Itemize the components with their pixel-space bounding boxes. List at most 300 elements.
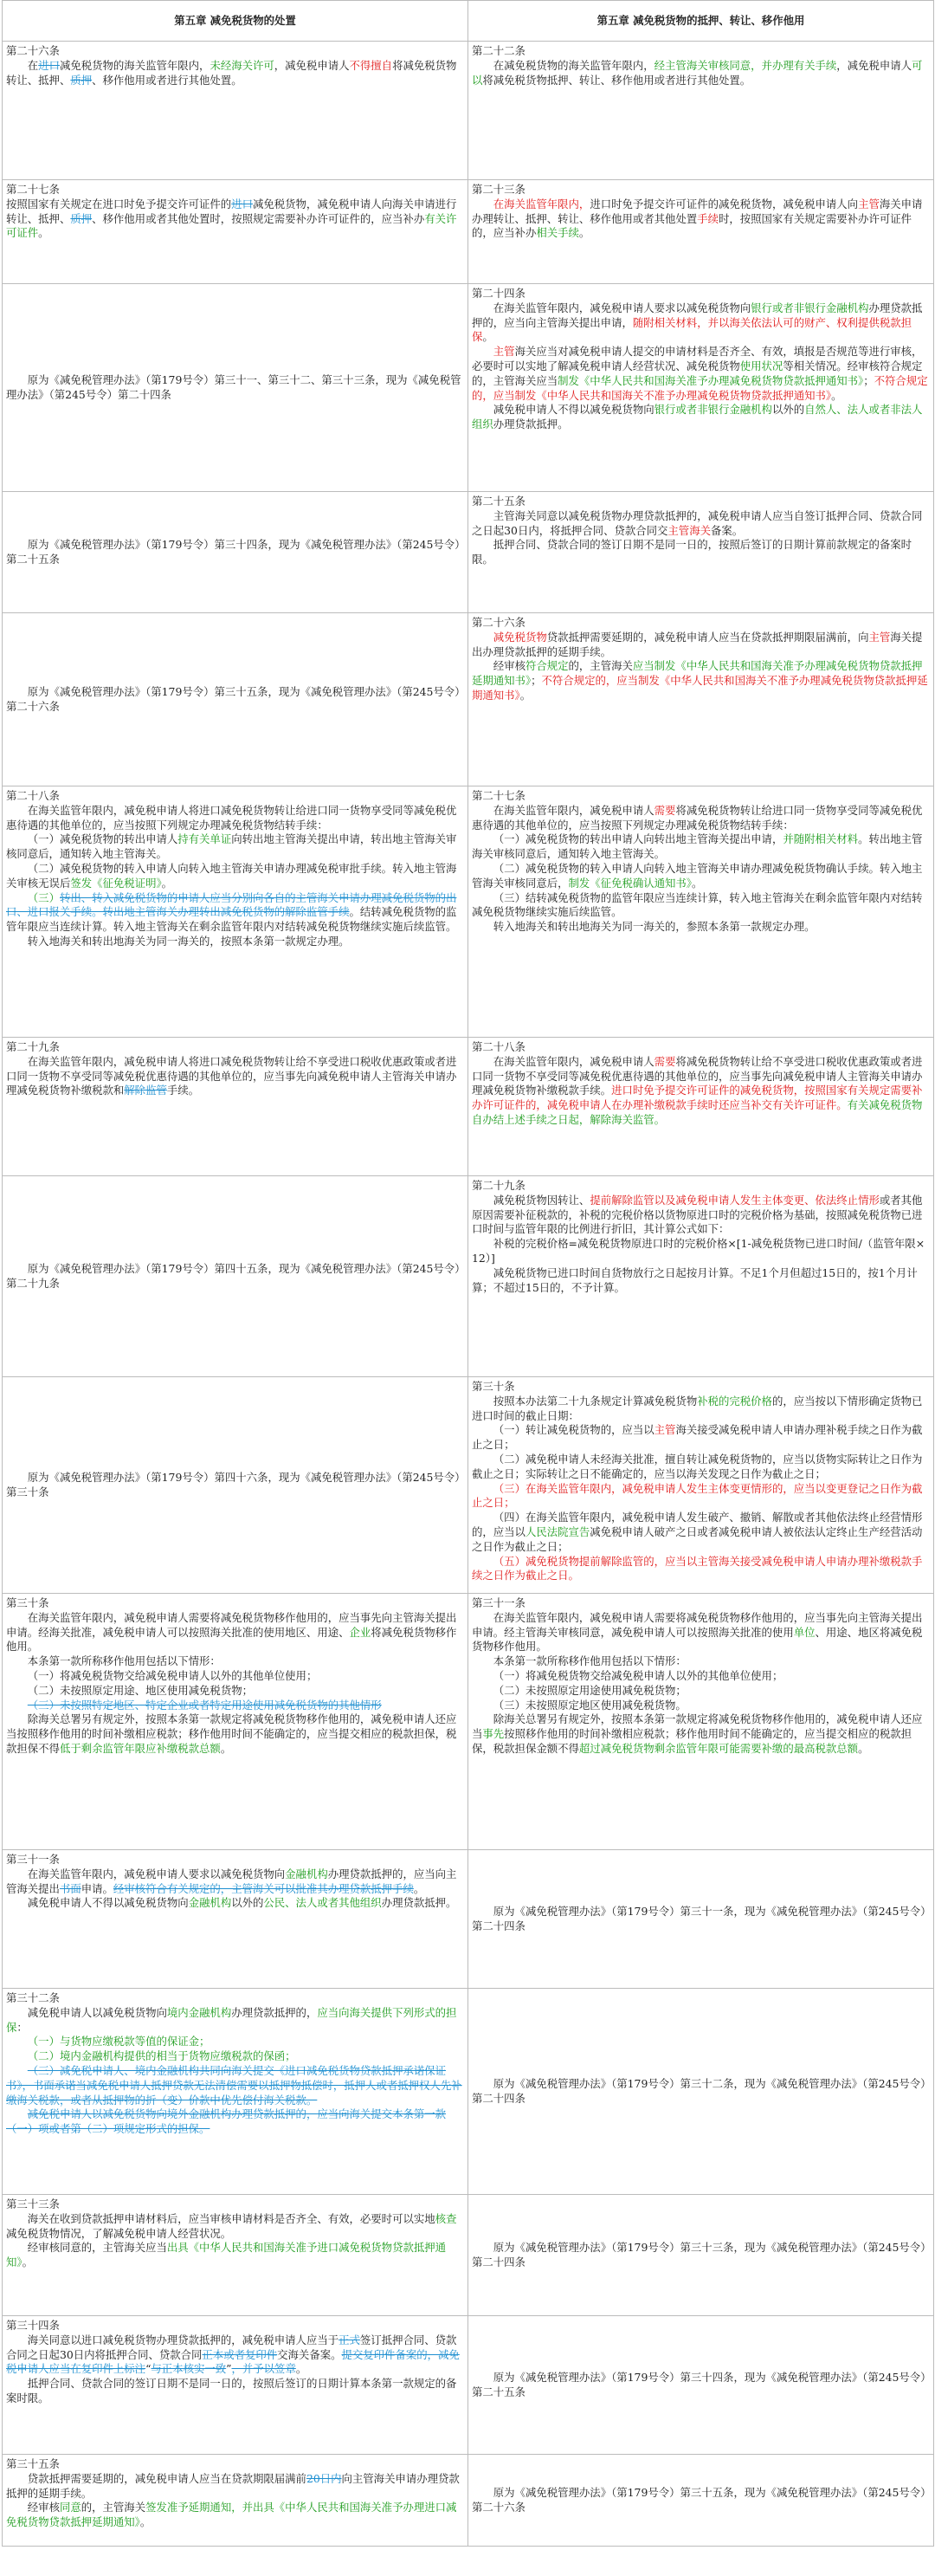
provision-paragraph xyxy=(472,1684,930,1699)
text-segment: 以外的 xyxy=(771,403,805,417)
table-row xyxy=(3,2455,934,2547)
old-provision-cell xyxy=(3,1377,468,1594)
provision-paragraph xyxy=(6,1712,464,1756)
text-segment: 将减免税货物转让给不享受进口税收优惠政策或者进口同一货物不享受同等减免税优惠待遇的其他单位的，应当事先向减免税申请人主管海关申请办理减免税货物补缴税款手续。 xyxy=(472,1054,923,1097)
cross-reference-note xyxy=(6,373,464,403)
text-segment: 本条第一款所称移作他用包括以下情形： xyxy=(27,1654,221,1668)
text-segment: 时，按照国家有关规定需要补办许可证件的，应当补办 xyxy=(472,211,912,240)
text-segment: 第三十四条 xyxy=(6,2319,60,2332)
text-segment: 本条第一款所称移作他用包括以下情形： xyxy=(493,1654,687,1668)
revised-text: 应当向海关提供下列形式的担保 xyxy=(6,2005,457,2034)
text-segment: 将减免税货物转让、抵押、 xyxy=(6,58,457,87)
provision-paragraph xyxy=(472,1482,930,1511)
article-number xyxy=(472,1380,930,1395)
provision-paragraph xyxy=(6,891,464,935)
provision-paragraph xyxy=(472,1453,930,1482)
cross-reference-note xyxy=(6,685,464,715)
provision-paragraph xyxy=(6,832,464,862)
provision-paragraph xyxy=(6,804,464,833)
text-segment: 交海关备案。 xyxy=(277,2347,342,2361)
article-number xyxy=(6,197,464,241)
added-text: 主管 xyxy=(868,630,891,644)
added-text: 主管 xyxy=(493,345,515,359)
text-segment: 向主管海关申请办理贷款抵押的延期手续。 xyxy=(6,2471,460,2500)
text-segment: 第二十四条 xyxy=(472,287,526,300)
revised-text: 有关减免税货物自办结上述手续之日起，解除海关监管。 xyxy=(472,1098,923,1126)
table-row xyxy=(3,1377,934,1594)
added-text: 提前解除监管以及减免税申请人发生主体变更、依法终止情形 xyxy=(590,1193,880,1207)
text-segment: 按照国家有关规定在进口时免予提交许可证件的 xyxy=(6,197,232,210)
table-row xyxy=(3,1850,934,1989)
new-provision-cell xyxy=(468,1850,934,1989)
revised-text: 银行或者非银行金融机构 xyxy=(654,403,772,417)
provision-paragraph xyxy=(472,1654,930,1669)
cross-reference-note xyxy=(6,538,464,567)
article-number xyxy=(472,44,930,59)
text-segment: 减免税货物已进口时间自货物放行之日起按月计算。不足1个月但超过15日的，按1个月计算；不超过15日的，不予计算。 xyxy=(472,1265,918,1294)
deleted-text: 减免税申请人以减免税货物向境外金融机构办理贷款抵押的，应当向海关提交本条第一款（一）项或者第（二）项规定形式的担保。 xyxy=(6,2107,447,2136)
text-segment: 办理贷款抵押。 xyxy=(493,417,569,431)
text-segment: 海关在收到贷款抵押申请材料后，应当审核申请材料是否齐全、有效，必要时可以实地 xyxy=(27,2211,435,2225)
deleted-text: 20日内 xyxy=(306,2471,342,2485)
text-segment: 减免税申请人不得以减免税货物向 xyxy=(493,403,654,417)
provision-paragraph xyxy=(472,659,930,702)
added-text: 不符合规定的，应当制发《中华人民共和国海关不准予办理减免税货物贷款抵押延期通知书》 xyxy=(472,674,928,702)
article-number xyxy=(472,183,930,197)
provision-paragraph xyxy=(472,832,930,862)
deleted-text: 转出、转入减免税货物的申请人应当分别向各自的主管海关申请办理减免税货物的出口、进口报关手续。转出地主管海关办理转出减免税货物的解除监管手续 xyxy=(6,890,457,919)
provision-paragraph xyxy=(472,1712,930,1756)
text-segment: 将减免税货物转让给进口同一货物享受同等减免税优惠待遇的其他单位的，应当按照下列规定办理减免税货物结转手续： xyxy=(472,803,923,832)
provision-paragraph xyxy=(472,631,930,660)
text-segment: 主管海关同意以减免税货物办理贷款抵押的，减免税申请人应当自签订抵押合同、贷款合同之日起30日内，将抵押合同、贷款合同交 xyxy=(472,508,923,537)
text-segment: 第二十八条 xyxy=(6,789,60,802)
revised-text: 金融机构 xyxy=(285,1867,328,1880)
text-segment: 第三十三条 xyxy=(6,2197,60,2210)
article-number xyxy=(6,2319,464,2333)
revised-text: 事先 xyxy=(482,1727,505,1741)
revised-text: 有关许可证件 xyxy=(6,211,457,240)
article-number xyxy=(472,1040,930,1055)
article-number xyxy=(6,183,464,197)
revised-text: 持有关单证 xyxy=(177,832,232,846)
text-segment: 的，应当按以下情形确定货物已进口时间的截止日期： xyxy=(472,1394,923,1422)
text-segment: “ xyxy=(145,2362,152,2376)
old-provision-cell xyxy=(3,180,468,284)
revised-text: 超过减免税货物剩余监管年限可能需要补缴的最高税款总额 xyxy=(578,1741,859,1755)
text-segment: 原为《减免税管理办法》（第179号令）第三十四条，现为《减免税管理办法》（第245号令）第二十五条 xyxy=(6,537,461,566)
cross-reference-note xyxy=(472,1905,930,1934)
added-text: 需要 xyxy=(654,803,676,817)
text-segment: 贷款抵押需要延期的，减免税申请人应当在贷款期限届满前 xyxy=(27,2471,306,2485)
cross-reference-note xyxy=(6,1471,464,1500)
added-text: 主管 xyxy=(654,1423,676,1437)
text-segment: 转入地海关和转出地海关为同一海关的，参照本条第一款规定办理。 xyxy=(493,920,816,934)
provision-paragraph xyxy=(472,920,930,935)
text-segment: 原为《减免税管理办法》（第179号令）第三十二条，现为《减免税管理办法》（第245号令）第二十四条 xyxy=(472,2076,926,2105)
text-segment: 在海关监管年限内，减免税申请人需要将减免税货物移作他用的，应当事先向主管海关提出申请。经主管海关审核同意，减免税申请人可以按照海关批准的使用 xyxy=(472,1610,923,1639)
article-number xyxy=(6,789,464,804)
old-provision-cell xyxy=(3,42,468,180)
text-segment: 第三十二条 xyxy=(6,1991,60,2004)
text-segment: 第二十六条 xyxy=(6,44,60,57)
revised-text: 低于剩余监管年限应补缴税款总额 xyxy=(59,1741,221,1755)
deleted-text: 经审核符合有关规定的，主管海关可以批准其办理贷款抵押手续 xyxy=(113,1881,414,1895)
provision-paragraph xyxy=(6,2212,464,2242)
text-segment: 进口时免予提交许可证件的减免税货物，减免税申请人向 xyxy=(590,197,859,210)
text-segment: （四）在海关监管年限内，减免税申请人发生破产、撤销、解散或者其他依法终止经营情形的，应当以 xyxy=(472,1511,923,1538)
provision-paragraph xyxy=(472,862,930,891)
text-segment: 第三十条 xyxy=(6,1596,49,1609)
text-segment: 原为《减免税管理办法》（第179号令）第三十一、第三十二、第三十三条，现为《减免税管理办法》（第245号令）第二十四条 xyxy=(6,372,461,401)
text-segment: 第二十七条 xyxy=(6,183,60,196)
provision-paragraph xyxy=(472,1194,930,1237)
text-segment: 。 xyxy=(161,876,173,890)
text-segment: （二）未按照原定用途、地区使用减免税货物； xyxy=(27,1683,253,1697)
text-segment: 第三十一条 xyxy=(6,1853,60,1866)
text-segment: 备案。 xyxy=(710,523,744,537)
table-row xyxy=(3,1989,934,2195)
text-segment: ，减免税申请人 xyxy=(274,58,350,72)
text-segment: 原为《减免税管理办法》（第179号令）第三十五条，现为《减免税管理办法》（第245号令）第二十六条 xyxy=(6,684,461,713)
text-segment: 海关申请办理转让、抵押、转让、移作他用或者其他处置 xyxy=(472,197,923,225)
text-segment: 抵押合同、贷款合同的签订日期不是同一日的，按照后签订的日期计算本条第一款规定的备案时限。 xyxy=(6,2377,457,2404)
text-segment: ； xyxy=(531,674,542,688)
provision-paragraph xyxy=(6,2501,464,2530)
revised-text: 银行或者非银行金融机构 xyxy=(751,301,869,314)
revised-text: 可以 xyxy=(472,58,923,87)
text-segment: 减免税申请人不得以减免税货物向 xyxy=(27,1896,189,1910)
revised-text: 使用状况 xyxy=(739,359,783,372)
text-segment: 办理贷款抵押的， xyxy=(231,2005,318,2019)
added-text: 手续 xyxy=(697,211,719,225)
new-provision-cell xyxy=(468,42,934,180)
old-provision-cell xyxy=(3,2316,468,2455)
old-provision-cell xyxy=(3,786,468,1038)
text-segment: 手续。 xyxy=(166,1084,200,1097)
added-text: 主管海关 xyxy=(667,523,711,537)
text-segment: （一）将减免税货物交给减免税申请人以外的其他单位使用； xyxy=(27,1668,318,1682)
deleted-text: 书面 xyxy=(59,1881,81,1895)
revised-text: 同意 xyxy=(59,2501,81,2515)
header-new-chapter: 第五章 减免税货物的抵押、转让、移作他用 xyxy=(468,1,934,42)
text-segment: 。 xyxy=(38,226,49,240)
text-segment: 经审核 xyxy=(27,2501,60,2515)
table-row xyxy=(3,2316,934,2455)
provision-paragraph xyxy=(6,1669,464,1684)
text-segment: 抵押合同、贷款合同的签订日期不是同一日的，按照后签订的日期计算前款规定的备案时限。 xyxy=(472,538,912,566)
deleted-text: 正式 xyxy=(339,2333,360,2346)
text-segment: 的，主管海关 xyxy=(568,659,633,673)
article-number xyxy=(472,287,930,301)
text-segment: 第二十三条 xyxy=(472,183,526,196)
provision-paragraph xyxy=(6,1055,464,1098)
revised-text: 出具《中华人民共和国海关准予进口减免税货物贷款抵押通知》 xyxy=(6,2241,447,2269)
old-provision-cell xyxy=(3,2455,468,2547)
text-segment: 贷款抵押需要延期的，减免税申请人应当在贷款抵押期限届满前，向 xyxy=(546,630,869,644)
revised-text: 未经海关许可 xyxy=(210,58,274,72)
revised-text: （二）境内金融机构提供的相当于货物应缴税款的保函； xyxy=(27,2049,296,2063)
table-row xyxy=(3,1594,934,1850)
text-segment: 第三十五条 xyxy=(6,2457,60,2470)
text-segment: 。 xyxy=(22,2256,33,2269)
revised-text: 补税的完税价格 xyxy=(697,1394,772,1408)
text-segment: （三）结转减免税货物的监管年限应当连续计算，转入地主管海关在剩余监管年限内对结转减免税货物继续实施后续监管。 xyxy=(472,890,923,919)
revised-text: 相关手续 xyxy=(536,226,579,240)
text-segment: 。转出地主管海关审核同意后，通知转入地主管海关。 xyxy=(472,832,923,861)
text-segment: 减免税货物因转让、 xyxy=(493,1193,590,1207)
text-segment: 海关同意以进口减免税货物办理贷款抵押的，减免税申请人应当于 xyxy=(27,2333,339,2346)
provision-paragraph xyxy=(472,1699,930,1713)
deleted-text: 进口 xyxy=(38,58,60,72)
text-segment: 。 xyxy=(220,1741,232,1755)
text-segment: 转入地海关和转出地海关为同一海关的，按照本条第一款规定办理。 xyxy=(27,934,350,948)
text-segment: 经审核 xyxy=(493,659,526,673)
provision-paragraph xyxy=(472,59,930,88)
article-number xyxy=(6,1040,464,1055)
text-segment: ； xyxy=(863,373,874,387)
provision-paragraph xyxy=(6,2333,464,2377)
text-segment: 第三十条 xyxy=(472,1380,515,1393)
old-provision-cell xyxy=(3,1038,468,1176)
provision-paragraph xyxy=(472,1055,930,1128)
text-segment: 减免税货物，减免税申请人向海关申请进行转让、抵押、 xyxy=(6,197,457,225)
table-row xyxy=(3,42,934,180)
text-segment: ： xyxy=(16,2020,28,2034)
text-segment: ” xyxy=(226,2362,232,2376)
deleted-text: 进口 xyxy=(231,197,253,210)
text-segment: 。 xyxy=(295,2362,307,2376)
table-row xyxy=(3,284,934,492)
text-segment: 原为《减免税管理办法》（第179号令）第三十五条，现为《减免税管理办法》（第245号令）第二十六条 xyxy=(472,2485,926,2514)
table-row xyxy=(3,1176,934,1377)
deleted-text: （三）减免税申请人、境内金融机构共同向海关提交《进口减免税货物贷款抵押承诺保证书》，书面承诺当减免税申请人抵押贷款无法清偿需要以抵押物抵偿时，抵押人或者抵押权人先补缴海关税款，或者从抵押物的折（变）价款中优先偿付海关税款。 xyxy=(6,2063,462,2107)
revised-text: （一）与货物应缴税款等值的保证金； xyxy=(27,2035,210,2049)
new-provision-cell xyxy=(468,284,934,492)
text-segment: 第三十一条 xyxy=(472,1596,526,1609)
text-segment: 等相关情况。经审核符合规定的，主管海关应当 xyxy=(472,359,923,387)
provision-paragraph xyxy=(472,1395,930,1424)
provision-paragraph xyxy=(6,1896,464,1911)
revised-text: 企业 xyxy=(349,1625,371,1639)
text-segment: 在海关监管年限内，减免税申请人要求以减免税货物向 xyxy=(493,301,751,314)
provision-paragraph xyxy=(6,935,464,949)
revised-text: 公民、法人或者其他组织 xyxy=(263,1896,382,1910)
text-segment: 办理贷款抵押的，应当向主管海关提出申请， xyxy=(472,301,923,329)
text-segment: 在海关监管年限内，减免税申请人 xyxy=(493,803,654,817)
text-segment: 补税的完税价格=减免税货物原进口时的完税价格×[1-减免税货物已进口时间/（监管年限×12）] xyxy=(472,1237,925,1265)
text-segment: （一）减免税货物的转出申请人向转出地主管海关提出申请， xyxy=(493,832,783,846)
text-segment: 原为《减免税管理办法》（第179号令）第三十三条，现为《减免税管理办法》（第245号令）第二十四条 xyxy=(472,2240,926,2269)
text-segment: （二）减免税货物的转入申请人向转入地主管海关申请办理减免税货物确认手续。转入地主管海关审核同意后， xyxy=(472,861,923,890)
revised-text: 符合规定 xyxy=(525,659,569,673)
provision-paragraph xyxy=(6,1867,464,1897)
table-row xyxy=(3,492,934,613)
text-segment: 、移作他用或者其他处置时，按照规定需要补办许可证件的，应当补办 xyxy=(92,211,425,225)
cross-reference-note xyxy=(6,1262,464,1291)
comparison-table xyxy=(2,0,934,2547)
table-body xyxy=(3,42,934,2547)
revised-text: 核查 xyxy=(435,2211,457,2225)
revised-text: 签发准予延期通知，并出具《中华人民共和国海关准予办理进口减免税货物贷款抵押延期通知》 xyxy=(6,2501,457,2529)
table-row xyxy=(3,2195,934,2316)
provision-paragraph xyxy=(6,2049,464,2064)
table-row xyxy=(3,613,934,786)
deleted-text: 正本或者复印件 xyxy=(202,2347,278,2361)
text-segment: 原为《减免税管理办法》（第179号令）第四十六条，现为《减免税管理办法》（第245号令）第三十条 xyxy=(6,1470,461,1498)
text-segment: 原为《减免税管理办法》（第179号令）第三十一条，现为《减免税管理办法》（第245号令）第二十四条 xyxy=(472,1904,926,1932)
new-provision-cell xyxy=(468,786,934,1038)
added-text: 不得擅自 xyxy=(349,58,393,72)
article-number xyxy=(472,789,930,804)
new-provision-cell xyxy=(468,180,934,284)
provision-paragraph xyxy=(472,804,930,833)
old-provision-cell xyxy=(3,613,468,786)
old-provision-cell xyxy=(3,1176,468,1377)
new-provision-cell xyxy=(468,2195,934,2316)
deleted-text: ，并予以签章 xyxy=(231,2362,296,2376)
text-segment: 。 xyxy=(692,876,703,890)
new-provision-cell xyxy=(468,2316,934,2455)
provision-paragraph xyxy=(6,1611,464,1654)
text-segment: 。 xyxy=(139,2515,152,2529)
text-segment: 。 xyxy=(482,330,493,344)
text-segment: 在海关监管年限内，减免税申请人要求以减免税货物向 xyxy=(27,1867,286,1880)
text-segment: 。 xyxy=(831,388,842,402)
provision-paragraph xyxy=(472,509,930,539)
text-segment: 经审核同意的，主管海关应当 xyxy=(27,2241,167,2255)
text-segment: 减免税申请人以减免税货物向 xyxy=(27,2005,167,2019)
revised-text: （三） xyxy=(27,890,60,904)
provision-paragraph xyxy=(472,345,930,403)
text-segment: ，减免税申请人 xyxy=(836,58,912,72)
text-segment: 的，主管海关 xyxy=(81,2501,146,2515)
article-number xyxy=(472,616,930,631)
table-row xyxy=(3,1038,934,1176)
cross-reference-note xyxy=(472,2077,930,2107)
text-segment: 海关提出办理贷款抵押的延期手续。 xyxy=(472,630,923,658)
text-segment: 在海关监管年限内，减免税申请人将进口减免税货物转让给不享受进口税收优惠政策或者进口同一货物不享受同等减免税优惠待遇的其他单位的，应当事先向减免税申请人主管海关申请办理减免税货物补缴税款和 xyxy=(6,1054,457,1097)
new-provision-cell xyxy=(468,492,934,613)
text-segment: 除海关总署另有规定外，按照本条第一款规定将减免税货物移作他用的，减免税申请人还应当按照移作他用的时间补缴相应税款；移作他用时间不能确定的，应当提交相应的税款担保，税款担保不得 xyxy=(6,1712,457,1755)
header-old-chapter: 第五章 减免税货物的处置 xyxy=(3,1,468,42)
article-number xyxy=(6,44,464,59)
text-segment: 第二十六条 xyxy=(472,616,526,629)
old-provision-cell xyxy=(3,284,468,492)
provision-paragraph xyxy=(6,2377,464,2406)
deleted-text: 提交复印件备案的，减免税申请人应当在复印件上标注 xyxy=(6,2347,460,2376)
article-number xyxy=(472,495,930,509)
deleted-text: 质押 xyxy=(70,211,93,225)
added-text: 不符合规定的，应当制发《中华人民共和国海关不准予办理减免税货物贷款抵押通知书》 xyxy=(472,373,928,402)
provision-paragraph xyxy=(6,2472,464,2502)
provision-paragraph xyxy=(472,403,930,432)
cross-reference-note xyxy=(472,2486,930,2515)
old-provision-cell xyxy=(3,492,468,613)
cross-reference-note xyxy=(472,2371,930,2400)
old-provision-cell xyxy=(3,1989,468,2195)
text-segment: 在海关监管年限内，减免税申请人 xyxy=(493,1054,654,1068)
table-row xyxy=(3,786,934,1038)
added-text: 随附相关材料，并以海关依法认可的财产、权利提供税款担保 xyxy=(472,315,912,344)
provision-paragraph xyxy=(6,2064,464,2107)
revised-text: 签发《征免税证明》 xyxy=(70,876,162,890)
provision-paragraph xyxy=(6,59,464,88)
text-segment: 。 xyxy=(578,226,590,240)
text-segment: （一）减免税货物的转出申请人 xyxy=(27,832,178,846)
added-text: （三）在海关监管年限内，减免税申请人发生主体变更情形的，应当以变更登记之日作为截止之日； xyxy=(472,1481,923,1510)
text-segment: 减免税货物的海关监管年限内， xyxy=(59,58,210,72)
text-segment: 除海关总署另有规定外，按照本条第一款规定将减免税货物移作他用的，减免税申请人还应当 xyxy=(472,1712,923,1741)
provision-paragraph xyxy=(472,1266,930,1296)
added-text: 在海关监管年限内， xyxy=(493,197,590,210)
deleted-text: （三）未按照特定地区、特定企业或者特定用途使用减免税货物的其他情形 xyxy=(27,1698,382,1712)
text-segment: （二）减免税申请人未经海关批准，擅自转让减免税货物的，应当以货物实际转让之日作为截止之日；实际转让之日不能确定的，应当以海关发现之日作为截止之日； xyxy=(472,1452,923,1480)
text-segment: 海关应当对减免税申请人提交的申请材料是否齐全、有效，填报是否规范等进行审核，必要时可以实地了解减免税申请人经营状况、减免税货物 xyxy=(472,345,923,372)
provision-paragraph xyxy=(472,301,930,345)
added-text: 需要 xyxy=(654,1054,676,1068)
provision-paragraph xyxy=(472,891,930,921)
text-segment: 第二十九条 xyxy=(6,1040,60,1053)
text-segment: 申请。 xyxy=(81,1881,113,1895)
new-provision-cell xyxy=(468,1377,934,1594)
article-number xyxy=(6,1596,464,1611)
deleted-text: 解除监管 xyxy=(124,1084,167,1097)
article-number xyxy=(6,2457,464,2472)
provision-paragraph xyxy=(472,1237,930,1266)
added-text: 进口时免予提交许可证件的减免税货物，按照国家有关规定需要补办许可证件的，减免税申请人在办理补缴税款手续时还应当补交有关许可证件。 xyxy=(472,1084,923,1112)
text-segment: 原为《减免税管理办法》（第179号令）第四十五条，现为《减免税管理办法》（第245号令）第二十九条 xyxy=(6,1261,461,1290)
revised-text: 经主管海关审核同意，并办理有关手续 xyxy=(654,58,837,72)
revised-text: 制发《征免税确认通知书》 xyxy=(568,876,693,890)
new-provision-cell xyxy=(468,613,934,786)
text-segment: 、用途、地区将减免税货物移作他用。 xyxy=(472,1625,923,1654)
provision-paragraph xyxy=(472,1611,930,1654)
text-segment: 向转出地主管海关提出申请，转出地主管海关审核同意后，通知转入地主管海关。 xyxy=(6,832,457,861)
provision-paragraph xyxy=(472,538,930,567)
added-text: 主管 xyxy=(858,197,880,210)
provision-paragraph xyxy=(6,1684,464,1699)
text-segment: 按照移作他用的时间补缴相应税款；移作他用时间不能确定的，应当提交相应的税款担保，税款担保金额不得 xyxy=(472,1727,912,1755)
old-provision-cell xyxy=(3,2195,468,2316)
text-segment: 将减免税货物抵押、转让、移作他用或者进行其他处置。 xyxy=(482,73,751,87)
new-provision-cell xyxy=(468,2455,934,2547)
provision-paragraph xyxy=(6,2035,464,2049)
new-provision-cell xyxy=(468,1038,934,1176)
text-segment: 将减免税货物移作他用。 xyxy=(6,1625,457,1654)
text-segment: 或者其他原因需要补征税款的，补税的完税价格以货物原进口时的完税价格为基础，按照减免税货物已进口时间与监管年限的比例进行折旧，其计算公式如下： xyxy=(472,1193,923,1236)
text-segment: 海关接受减免税申请人申请办理补税手续之日作为截止之日； xyxy=(472,1423,923,1452)
provision-paragraph xyxy=(6,2107,464,2137)
text-segment: （三）未按照原定地区使用减免税货物。 xyxy=(493,1698,687,1712)
provision-paragraph xyxy=(6,1654,464,1669)
revised-text: 单位 xyxy=(793,1625,816,1639)
text-segment: 以外的 xyxy=(231,1896,264,1910)
text-segment: 。 xyxy=(519,688,532,702)
revised-text: 制发《中华人民共和国海关准予办理减免税货物贷款抵押通知书》 xyxy=(558,373,864,387)
provision-paragraph xyxy=(6,1699,464,1713)
provision-paragraph xyxy=(472,1423,930,1453)
text-segment: 第二十九条 xyxy=(472,1179,526,1192)
text-segment: 在海关监管年限内，减免税申请人将进口减免税货物转让给进口同一货物享受同等减免税优惠待遇的其他单位的，应当按照下列规定办理减免税货物结转手续： xyxy=(6,803,457,832)
text-segment: 、移作他用或者进行其他处置。 xyxy=(92,73,242,87)
text-segment: （二）未按照原定用途使用减免税货物； xyxy=(493,1683,687,1697)
text-segment: 签订抵押合同、贷款合同之日起30日内将抵押合同、贷款合同 xyxy=(6,2333,457,2361)
text-segment: 第二十八条 xyxy=(472,1040,526,1053)
text-segment: （二）减免税货物的转入申请人向转入地主管海关申请办理减免税审批手续。转入地主管海关审核无误后 xyxy=(6,861,457,890)
article-number xyxy=(6,2197,464,2212)
text-segment: 减免税申请人破产之日或者减免税申请人被依法认定终止生产经营活动之日作为截止之日； xyxy=(472,1524,923,1553)
